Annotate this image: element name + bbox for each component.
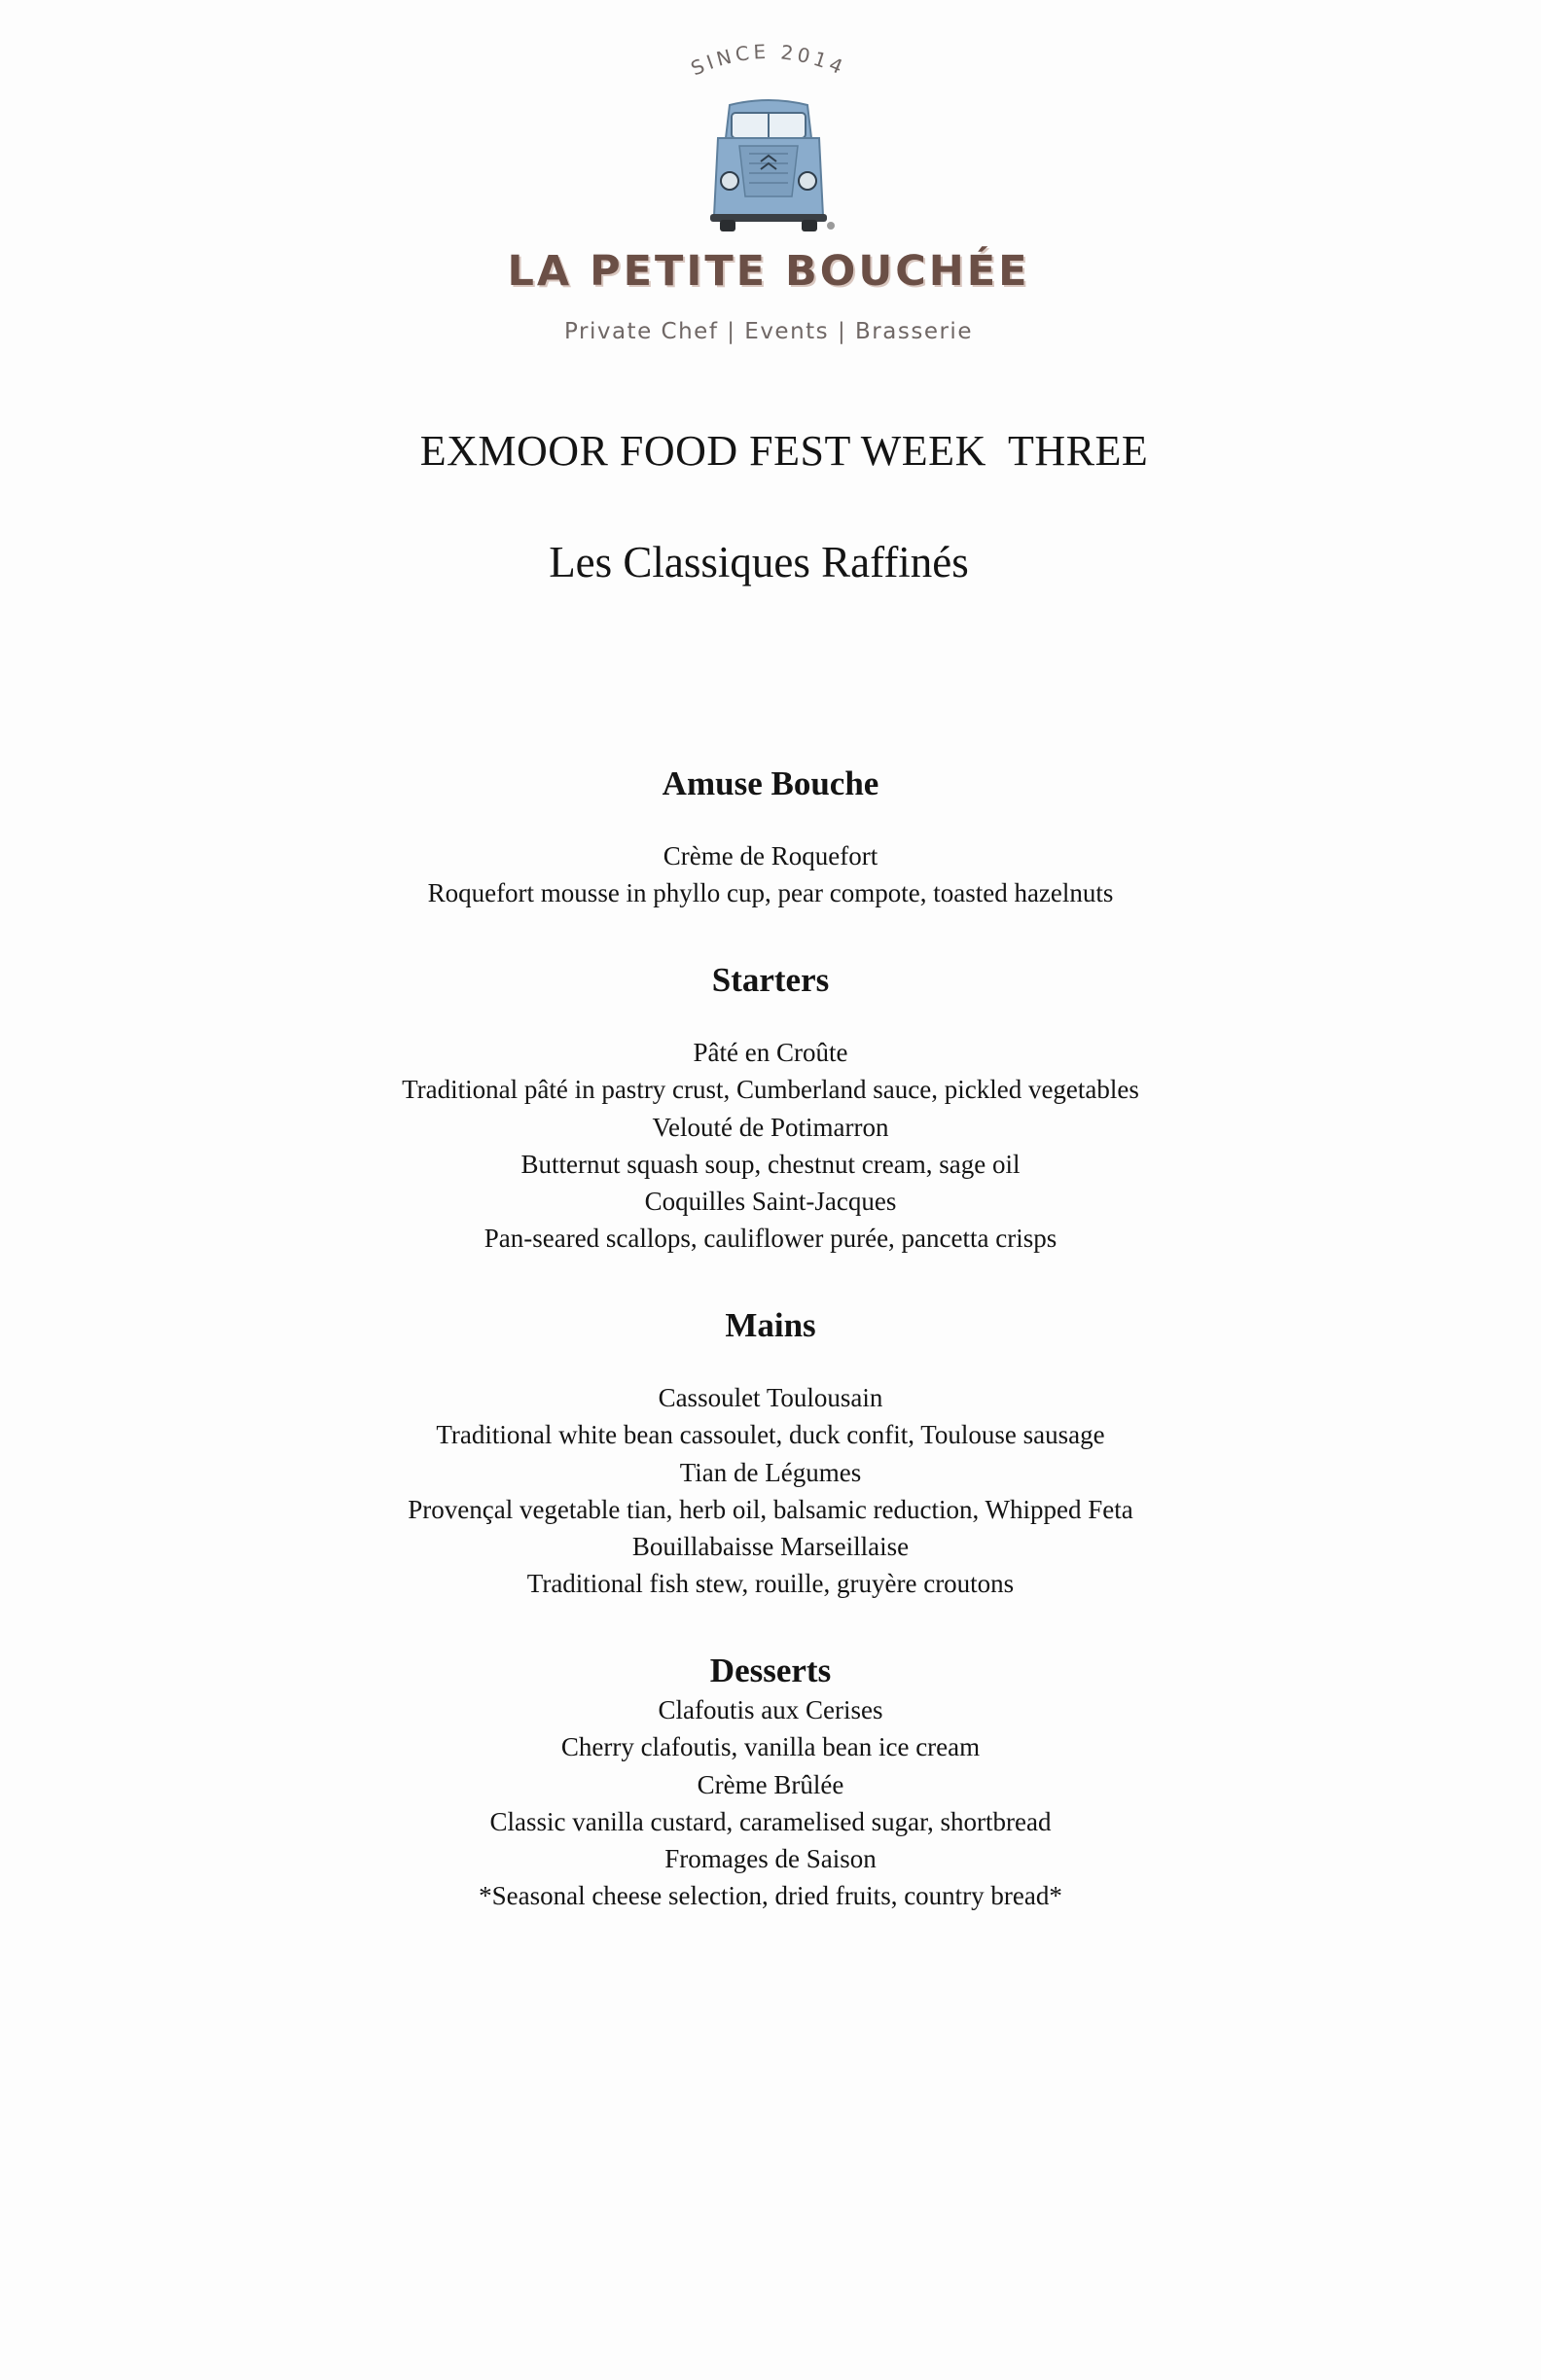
dish-name: Tian de Légumes — [679, 1457, 862, 1487]
section-mains — [0, 1308, 1541, 1603]
section-heading: Desserts — [709, 1652, 832, 1689]
dish-name: Clafoutis aux Cerises — [658, 1695, 883, 1724]
event-title: EXMOOR FOOD FEST WEEK THREE — [419, 427, 1149, 475]
dish-description: Provençal vegetable tian, herb oil, balsamic reduction, Whipped Feta — [408, 1494, 1133, 1524]
dish-name: Coquilles Saint-Jacques — [644, 1187, 897, 1217]
brand-tagline: Private Chef | Events | Brasserie — [564, 319, 973, 344]
dish-name: Velouté de Potimarron — [652, 1112, 889, 1142]
section-heading: Amuse Bouche — [662, 764, 879, 802]
svg-text:SINCE 2014: SINCE 2014 — [687, 39, 850, 81]
dish-description: Butternut squash soup, chestnut cream, sage oil — [520, 1149, 1021, 1179]
section-desserts — [0, 1653, 1541, 1915]
dish-description: Traditional white bean cassoulet, duck confit, Toulouse sausage — [436, 1420, 1105, 1450]
dish-name: Bouillabaisse Marseillaise — [631, 1532, 910, 1562]
section-starters — [0, 963, 1541, 1258]
brand-logo — [506, 39, 1031, 350]
dish-description: Traditional pâté in pastry crust, Cumberland sauce, pickled vegetables — [402, 1075, 1139, 1105]
dish-description: Cherry clafoutis, vanilla bean ice cream — [560, 1732, 981, 1762]
dish-description: *Seasonal cheese selection, dried fruits, country bread* — [479, 1881, 1062, 1911]
section-amuse-bouche — [0, 766, 1541, 912]
vintage-van-icon — [506, 39, 1031, 253]
dish-description: Pan-seared scallops, cauliflower purée, pancetta crisps — [484, 1224, 1057, 1254]
dish-name: Fromages de Saison — [664, 1844, 877, 1874]
brand-name: LA PETITE BOUCHÉE — [507, 247, 1030, 296]
dish-description: Traditional fish stew, rouille, gruyère croutons — [526, 1569, 1015, 1599]
dish-description: Roquefort mousse in phyllo cup, pear compote, toasted hazelnuts — [427, 878, 1114, 908]
dish-name: Pâté en Croûte — [693, 1038, 848, 1067]
dish-name: Crème de Roquefort — [663, 841, 878, 870]
dish-description: Classic vanilla custard, caramelised sugar, shortbread — [489, 1806, 1052, 1836]
dish-name: Cassoulet Toulousain — [658, 1383, 883, 1412]
section-heading: Mains — [725, 1306, 816, 1344]
menu-items — [0, 837, 1541, 912]
section-heading: Starters — [711, 961, 830, 999]
menu-items — [0, 1691, 1541, 1915]
menu-items — [0, 1379, 1541, 1603]
menu-items — [0, 1034, 1541, 1258]
dish-name: Crème Brûlée — [697, 1769, 844, 1799]
menu-title: Les Classiques Raffinés — [549, 538, 969, 586]
